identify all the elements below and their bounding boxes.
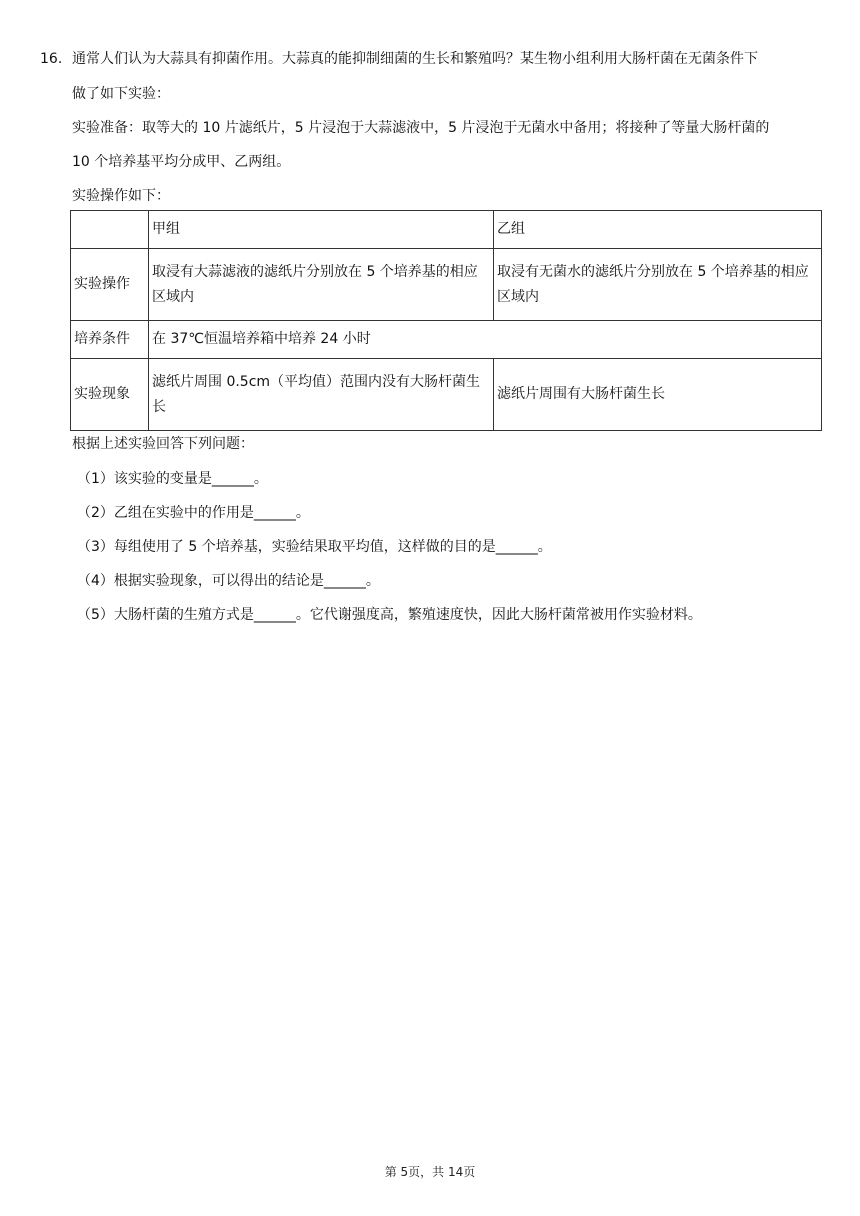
- questions-intro: 根据上述实验回答下列问题：: [72, 436, 254, 452]
- experiment-table: [70, 210, 822, 431]
- table-row: [71, 249, 822, 321]
- subquestion-5: （5）大肠杆菌的生殖方式是______。它代谢强度高，繁殖速度快，因此大肠杆菌常被用作实验材料。: [77, 607, 702, 623]
- subquestion-2: （2）乙组在实验中的作用是______。: [77, 505, 310, 521]
- question-number: 16.: [40, 51, 63, 67]
- cell-yi: 滤纸片周围有大肠杆菌生长: [494, 359, 822, 431]
- row-label: 培养条件: [71, 321, 149, 359]
- row-label: 实验现象: [71, 359, 149, 431]
- page-footer: 第 5页，共 14页: [384, 1165, 476, 1179]
- experiment-prep-line-2: 10 个培养基平均分成甲、乙两组。: [72, 154, 291, 170]
- cell-merged: 在 37℃恒温培养箱中培养 24 小时: [149, 321, 822, 359]
- table-row: [71, 359, 822, 431]
- subquestion-1: （1）该实验的变量是______。: [77, 471, 268, 487]
- header-cell-empty: [71, 211, 149, 249]
- question-intro-line-1: 通常人们认为大蒜具有抑菌作用。大蒜真的能抑制细菌的生长和繁殖吗？某生物小组利用大肠杆菌在无菌条件下: [72, 51, 758, 67]
- header-cell-jia: 甲组: [149, 211, 494, 249]
- cell-yi: 取浸有无菌水的滤纸片分别放在 5 个培养基的相应区域内: [494, 249, 822, 321]
- question-intro-line-2: 做了如下实验：: [72, 86, 170, 102]
- table-row: [71, 321, 822, 359]
- row-label: 实验操作: [71, 249, 149, 321]
- cell-jia: 取浸有大蒜滤液的滤纸片分别放在 5 个培养基的相应区域内: [149, 249, 494, 321]
- table-header-row: [71, 211, 822, 249]
- header-cell-yi: 乙组: [494, 211, 822, 249]
- experiment-prep-line-1: 实验准备：取等大的 10 片滤纸片，5 片浸泡于大蒜滤液中，5 片浸泡于无菌水中备用；将接种了等量大肠杆菌的: [72, 120, 770, 136]
- subquestion-4: （4）根据实验现象，可以得出的结论是______。: [77, 573, 380, 589]
- experiment-ops-intro: 实验操作如下：: [72, 188, 170, 204]
- cell-jia: 滤纸片周围 0.5cm（平均值）范围内没有大肠杆菌生长: [149, 359, 494, 431]
- subquestion-3: （3）每组使用了 5 个培养基，实验结果取平均值，这样做的目的是______。: [77, 539, 552, 555]
